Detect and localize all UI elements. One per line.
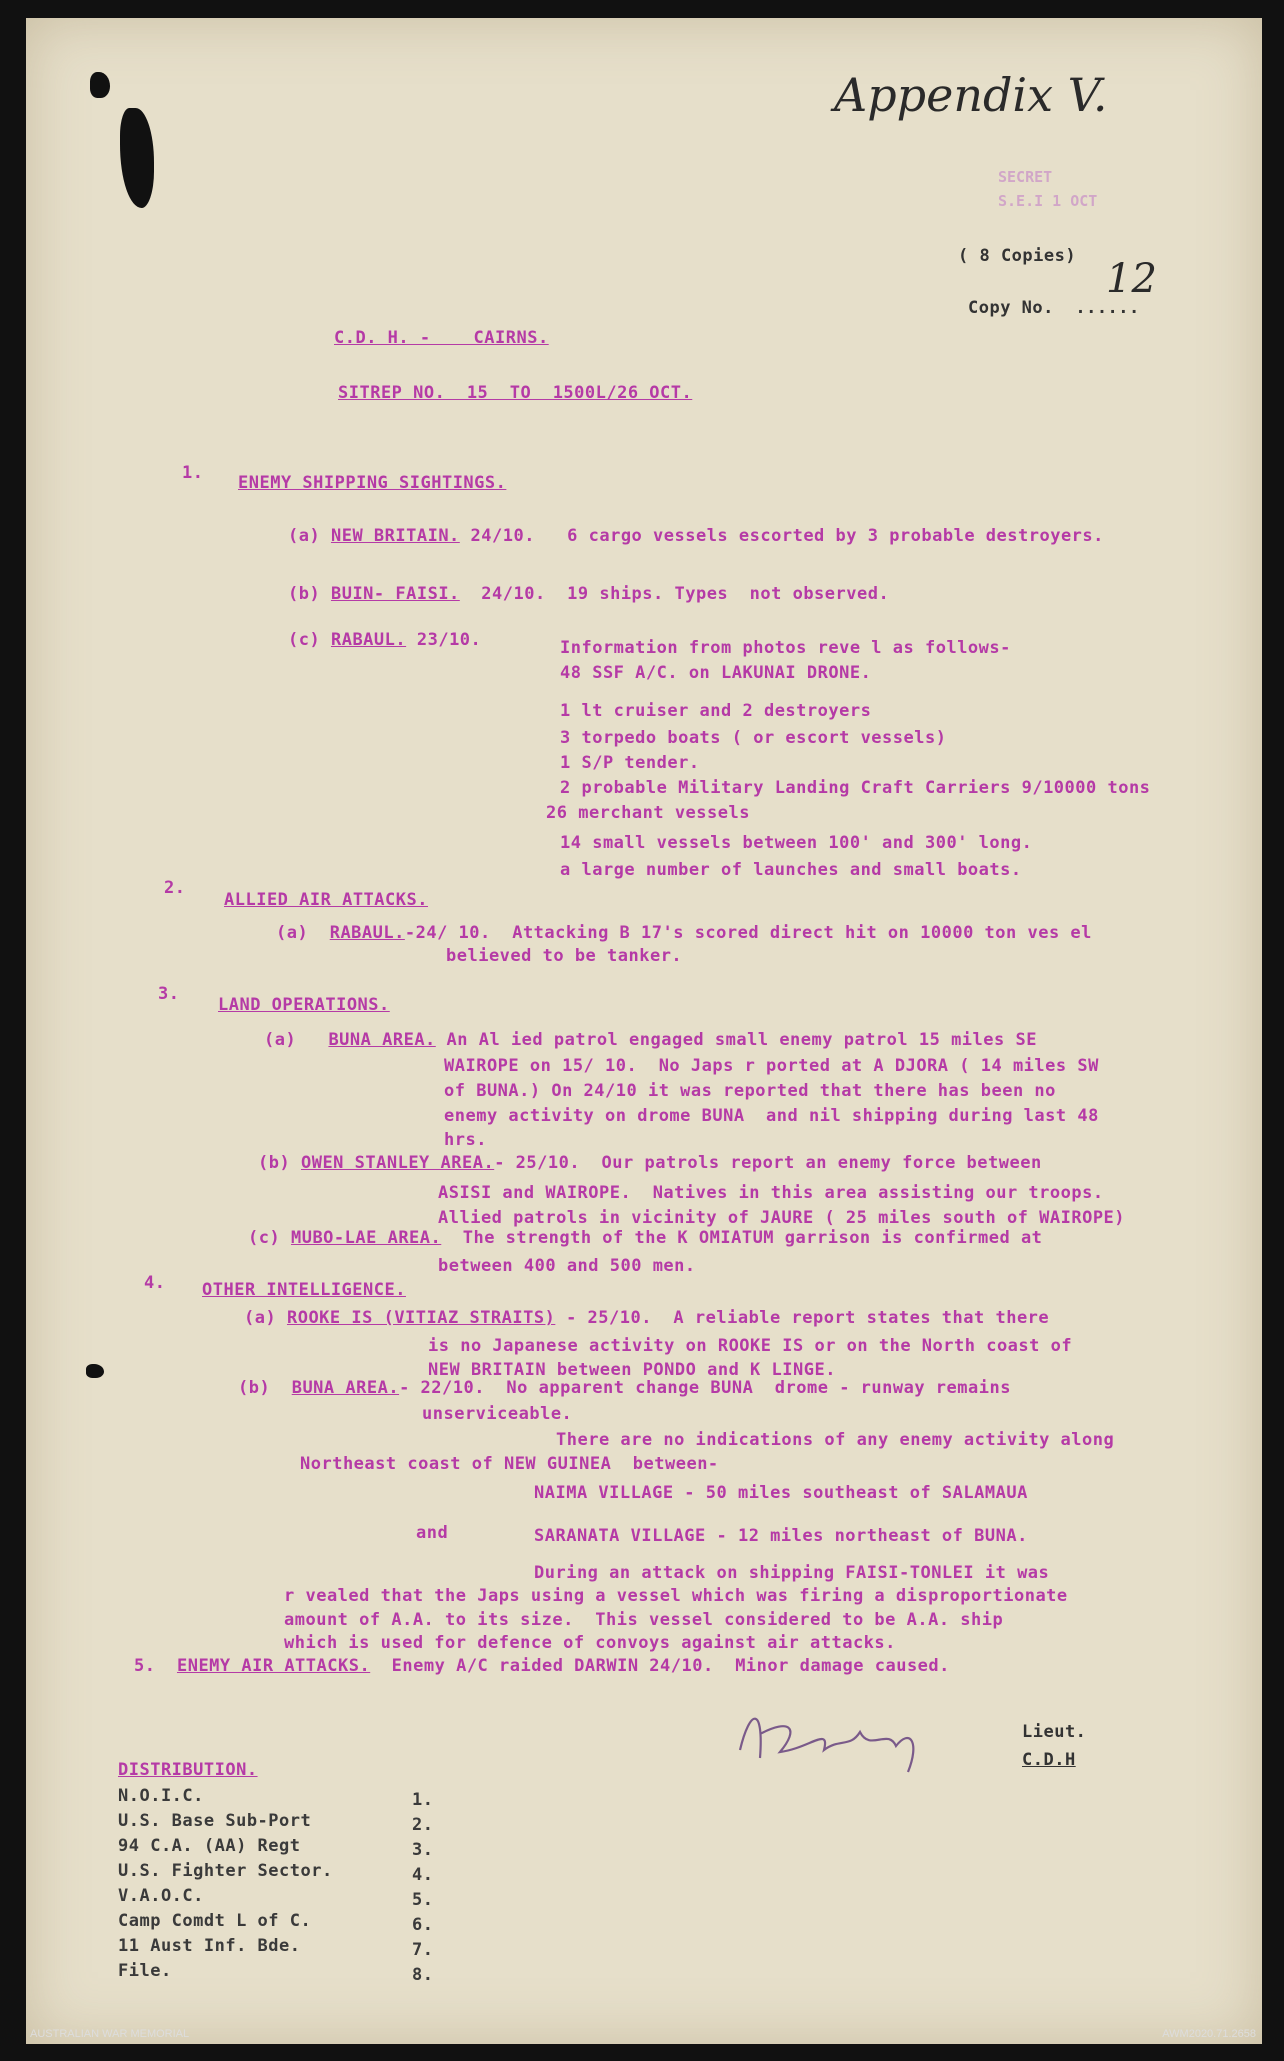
- section-1c-line: a large number of launches and small boats.: [560, 860, 1022, 880]
- section-1c-line: 1 S/P tender.: [560, 753, 700, 773]
- distribution-recipient: V.A.O.C.: [118, 1886, 204, 1906]
- section-3a-line: of BUNA.) On 24/10 it was reported that there has been no: [444, 1081, 1056, 1101]
- section-1a: (a) NEW BRITAIN. 24/10. 6 cargo vessels escorted by 3 probable destroyers.: [288, 526, 1104, 546]
- section-4a-line: is no Japanese activity on ROOKE IS or on the North coast of: [428, 1336, 1073, 1356]
- section-4-title: OTHER INTELLIGENCE.: [202, 1280, 406, 1300]
- distribution-recipient: 11 Aust Inf. Bde.: [118, 1936, 301, 1956]
- section-2a-continued: believed to be tanker.: [446, 946, 683, 966]
- distribution-recipient: N.O.I.C.: [118, 1786, 204, 1806]
- distribution-title: DISTRIBUTION.: [118, 1760, 258, 1780]
- section-4-para: Northeast coast of NEW GUINEA between-: [300, 1454, 719, 1474]
- document-page: [26, 18, 1262, 2044]
- classification-stamp: SECRET S.E.I 1 OCT: [998, 168, 1098, 210]
- distribution-recipient: U.S. Base Sub-Port: [118, 1811, 312, 1831]
- footer-left: AUSTRALIAN WAR MEMORIAL: [30, 2028, 190, 2040]
- section-1c-line: 48 SSF A/C. on LAKUNAI DRONE.: [560, 663, 872, 683]
- section-4-para: which is used for defence of convoys against air attacks.: [284, 1633, 896, 1653]
- section-4-para: There are no indications of any enemy activity along: [556, 1430, 1115, 1450]
- section-1c: (c) RABAUL. 23/10.: [288, 630, 482, 650]
- distribution-copy-number: 2.: [412, 1815, 434, 1835]
- section-4-para-and: and: [416, 1523, 449, 1543]
- section-1-number: 1.: [182, 463, 204, 483]
- punch-hole-top: [90, 72, 110, 98]
- distribution-recipient: U.S. Fighter Sector.: [118, 1861, 333, 1881]
- section-3a: (a) BUNA AREA. An Al ied patrol engaged small enemy patrol 15 miles SE: [264, 1030, 1037, 1050]
- section-1c-line: 26 merchant vessels: [546, 803, 750, 823]
- section-4a: (a) ROOKE IS (VITIAZ STRAITS) - 25/10. A reliable report states that there: [244, 1308, 1050, 1328]
- section-3c: (c) MUBO-LAE AREA. The strength of the K OMIATUM garrison is confirmed at: [248, 1228, 1043, 1248]
- distribution-copy-number: 5.: [412, 1890, 434, 1910]
- section-3a-line: enemy activity on drome BUNA and nil shipping during last 48: [444, 1106, 1099, 1126]
- sitrep-number: SITREP NO. 15 TO 1500L/26 OCT.: [338, 383, 693, 403]
- signoff-unit: C.D.H: [1022, 1750, 1076, 1770]
- section-3a-line: WAIROPE on 15/ 10. No Japs r ported at A DJORA ( 14 miles SW: [444, 1056, 1099, 1076]
- distribution-recipient: 94 C.A. (AA) Regt: [118, 1836, 301, 1856]
- section-2-title: ALLIED AIR ATTACKS.: [224, 890, 428, 910]
- section-1c-line: 2 probable Military Landing Craft Carriers 9/10000 tons: [560, 778, 1151, 798]
- distribution-copy-number: 6.: [412, 1915, 434, 1935]
- section-5: 5. ENEMY AIR ATTACKS. Enemy A/C raided DARWIN 24/10. Minor damage caused.: [134, 1656, 950, 1676]
- section-1b: (b) BUIN- FAISI. 24/10. 19 ships. Types not observed.: [288, 584, 890, 604]
- document-title: C.D. H. - CAIRNS.: [334, 328, 549, 348]
- section-1c-line: 14 small vessels between 100' and 300' long.: [560, 833, 1033, 853]
- section-4b-line: unserviceable.: [422, 1404, 573, 1424]
- section-3b-line: ASISI and WAIROPE. Natives in this area assisting our troops.: [438, 1183, 1104, 1203]
- section-4-para: amount of A.A. to its size. This vessel considered to be A.A. ship: [284, 1610, 1004, 1630]
- signoff-rank: Lieut.: [1022, 1722, 1087, 1742]
- section-4-para: SARANATA VILLAGE - 12 miles northeast of BUNA.: [534, 1526, 1028, 1546]
- section-4-number: 4.: [144, 1273, 166, 1293]
- section-1c-line: 3 torpedo boats ( or escort vessels): [560, 728, 947, 748]
- section-2a: (a) RABAUL.-24/ 10. Attacking B 17's scored direct hit on 10000 ton ves el: [276, 923, 1092, 943]
- section-4b: (b) BUNA AREA.- 22/10. No apparent change BUNA drome - runway remains: [238, 1378, 1011, 1398]
- section-3c-line: between 400 and 500 men.: [438, 1256, 696, 1276]
- distribution-recipient: File.: [118, 1961, 172, 1981]
- torn-edge: [120, 108, 154, 208]
- section-3-number: 3.: [158, 984, 180, 1004]
- section-4a-line: NEW BRITAIN between PONDO and K LINGE.: [428, 1360, 836, 1380]
- distribution-copy-number: 7.: [412, 1940, 434, 1960]
- distribution-copy-number: 3.: [412, 1840, 434, 1860]
- section-4-para: NAIMA VILLAGE - 50 miles southeast of SALAMAUA: [534, 1483, 1028, 1503]
- section-1-title: ENEMY SHIPPING SIGHTINGS.: [238, 473, 507, 493]
- section-4-para: r vealed that the Japs using a vessel which was firing a disproportionate: [284, 1586, 1068, 1606]
- appendix-handwriting: Appendix V.: [834, 68, 1108, 122]
- footer-right: AWM2020.71.2658: [1162, 2028, 1256, 2040]
- copy-number-handwritten: 12: [1106, 256, 1157, 302]
- section-1c-line: 1 lt cruiser and 2 destroyers: [560, 701, 872, 721]
- signature: [720, 1688, 950, 1778]
- section-3b: (b) OWEN STANLEY AREA.- 25/10. Our patrols report an enemy force between: [258, 1153, 1042, 1173]
- section-3a-line: hrs.: [444, 1130, 487, 1150]
- section-4-para: During an attack on shipping FAISI-TONLEI it was: [534, 1563, 1050, 1583]
- copy-number: Copy No. ......: [968, 298, 1140, 318]
- distribution-recipient: Camp Comdt L of C.: [118, 1911, 312, 1931]
- section-3b-line: Allied patrols in vicinity of JAURE ( 25 miles south of WAIROPE): [438, 1208, 1126, 1228]
- distribution-copy-number: 1.: [412, 1790, 434, 1810]
- copies-note: ( 8 Copies): [958, 246, 1077, 266]
- section-1c-line: Information from photos reve l as follows-: [560, 638, 1011, 658]
- distribution-copy-number: 4.: [412, 1865, 434, 1885]
- punch-hole-bottom: [86, 1364, 104, 1378]
- distribution-copy-number: 8.: [412, 1965, 434, 1985]
- section-2-number: 2.: [164, 878, 186, 898]
- section-3-title: LAND OPERATIONS.: [218, 995, 390, 1015]
